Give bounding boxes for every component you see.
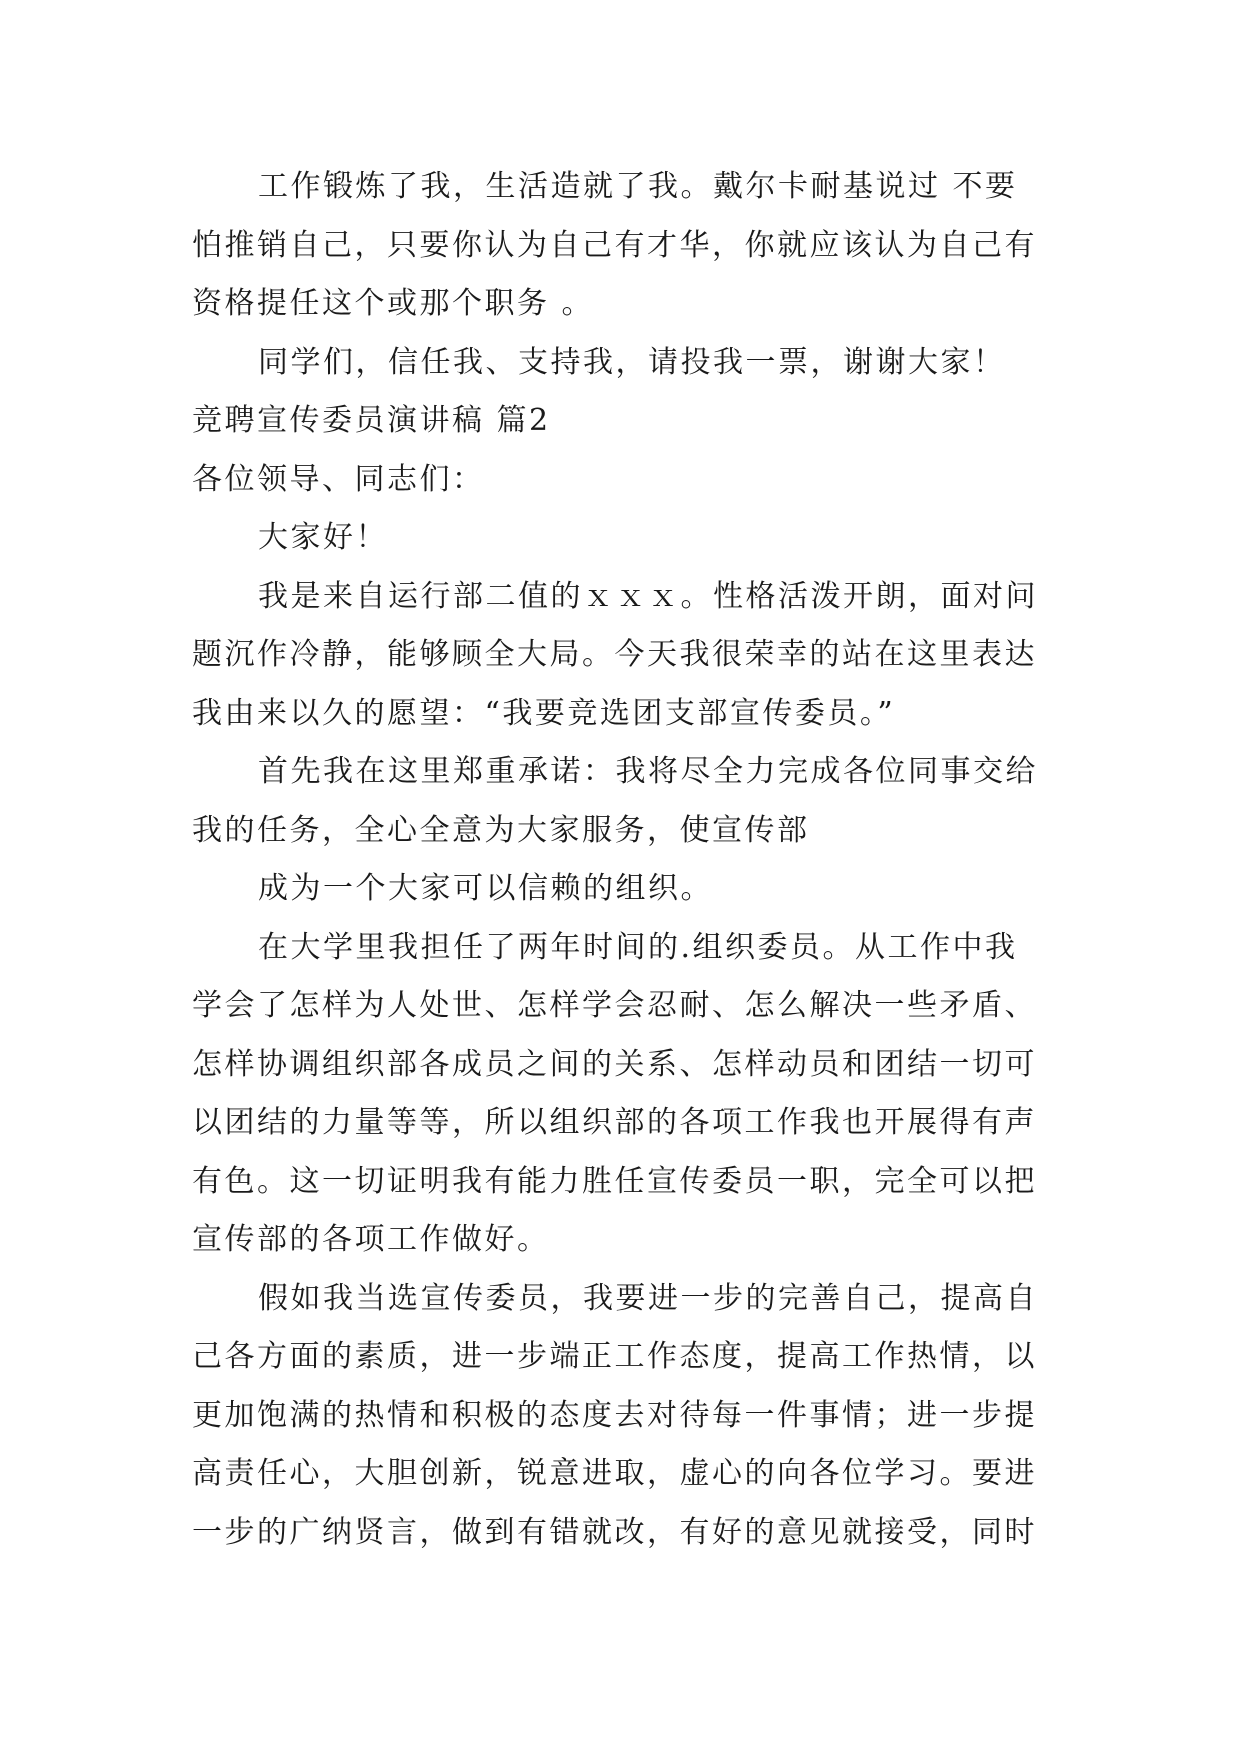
greeting: 大家好！ bbox=[258, 520, 388, 555]
paragraph-line: 有色。这一切证明我有能力胜任宣传委员一职，完全可以把 bbox=[192, 1163, 1037, 1199]
document-body bbox=[192, 158, 1072, 1562]
paragraph-line: 一步的广纳贤言，做到有错就改，有好的意见就接受，同时 bbox=[192, 1514, 1037, 1550]
paragraph-line: 高责任心，大胆创新，锐意进取，虚心的向各位学习。要进 bbox=[192, 1456, 1037, 1491]
paragraph-line: 更加饱满的热情和积极的态度去对待每一件事情；进一步提 bbox=[192, 1397, 1037, 1433]
salutation: 各位领导、同志们： bbox=[192, 461, 485, 497]
paragraph-line: 资格提任这个或那个职务 。 bbox=[192, 286, 595, 321]
paragraph-line: 己各方面的素质，进一步端正工作态度，提高工作热情，以 bbox=[192, 1339, 1037, 1374]
paragraph-line: 工作锻炼了我，生活造就了我。戴尔卡耐基说过 不要 bbox=[258, 169, 1018, 204]
paragraph-line: 怎样协调组织部各成员之间的关系、怎样动员和团结一切可 bbox=[192, 1046, 1037, 1082]
paragraph-line: 我的任务，全心全意为大家服务，使宣传部 bbox=[192, 812, 810, 848]
paragraph-line: 假如我当选宣传委员，我要进一步的完善自己，提高自 bbox=[258, 1280, 1038, 1316]
paragraph-line: 成为一个大家可以信赖的组织。 bbox=[258, 871, 713, 906]
section-heading: 竞聘宣传委员演讲稿 篇2 bbox=[192, 403, 551, 438]
paragraph-line: 宣传部的各项工作做好。 bbox=[192, 1222, 550, 1257]
paragraph-line: 我是来自运行部二值的ｘｘｘ。性格活泼开朗，面对问 bbox=[258, 578, 1038, 614]
paragraph-line: 以团结的力量等等，所以组织部的各项工作我也开展得有声 bbox=[192, 1105, 1037, 1140]
paragraph-line: 在大学里我担任了两年时间的.组织委员。从工作中我 bbox=[258, 929, 1018, 965]
paragraph-line: 首先我在这里郑重承诺：我将尽全力完成各位同事交给 bbox=[258, 754, 1038, 789]
paragraph-line: 学会了怎样为人处世、怎样学会忍耐、怎么解决一些矛盾、 bbox=[192, 988, 1037, 1023]
paragraph-line: 我由来以久的愿望：“我要竞选团支部宣传委员。” bbox=[192, 695, 896, 731]
paragraph-line: 题沉作冷静，能够顾全大局。今天我很荣幸的站在这里表达 bbox=[192, 637, 1037, 672]
paragraph-line: 同学们，信任我、支持我，请投我一票，谢谢大家！ bbox=[258, 344, 1006, 380]
paragraph-line: 怕推销自己，只要你认为自己有才华，你就应该认为自己有 bbox=[192, 227, 1037, 263]
